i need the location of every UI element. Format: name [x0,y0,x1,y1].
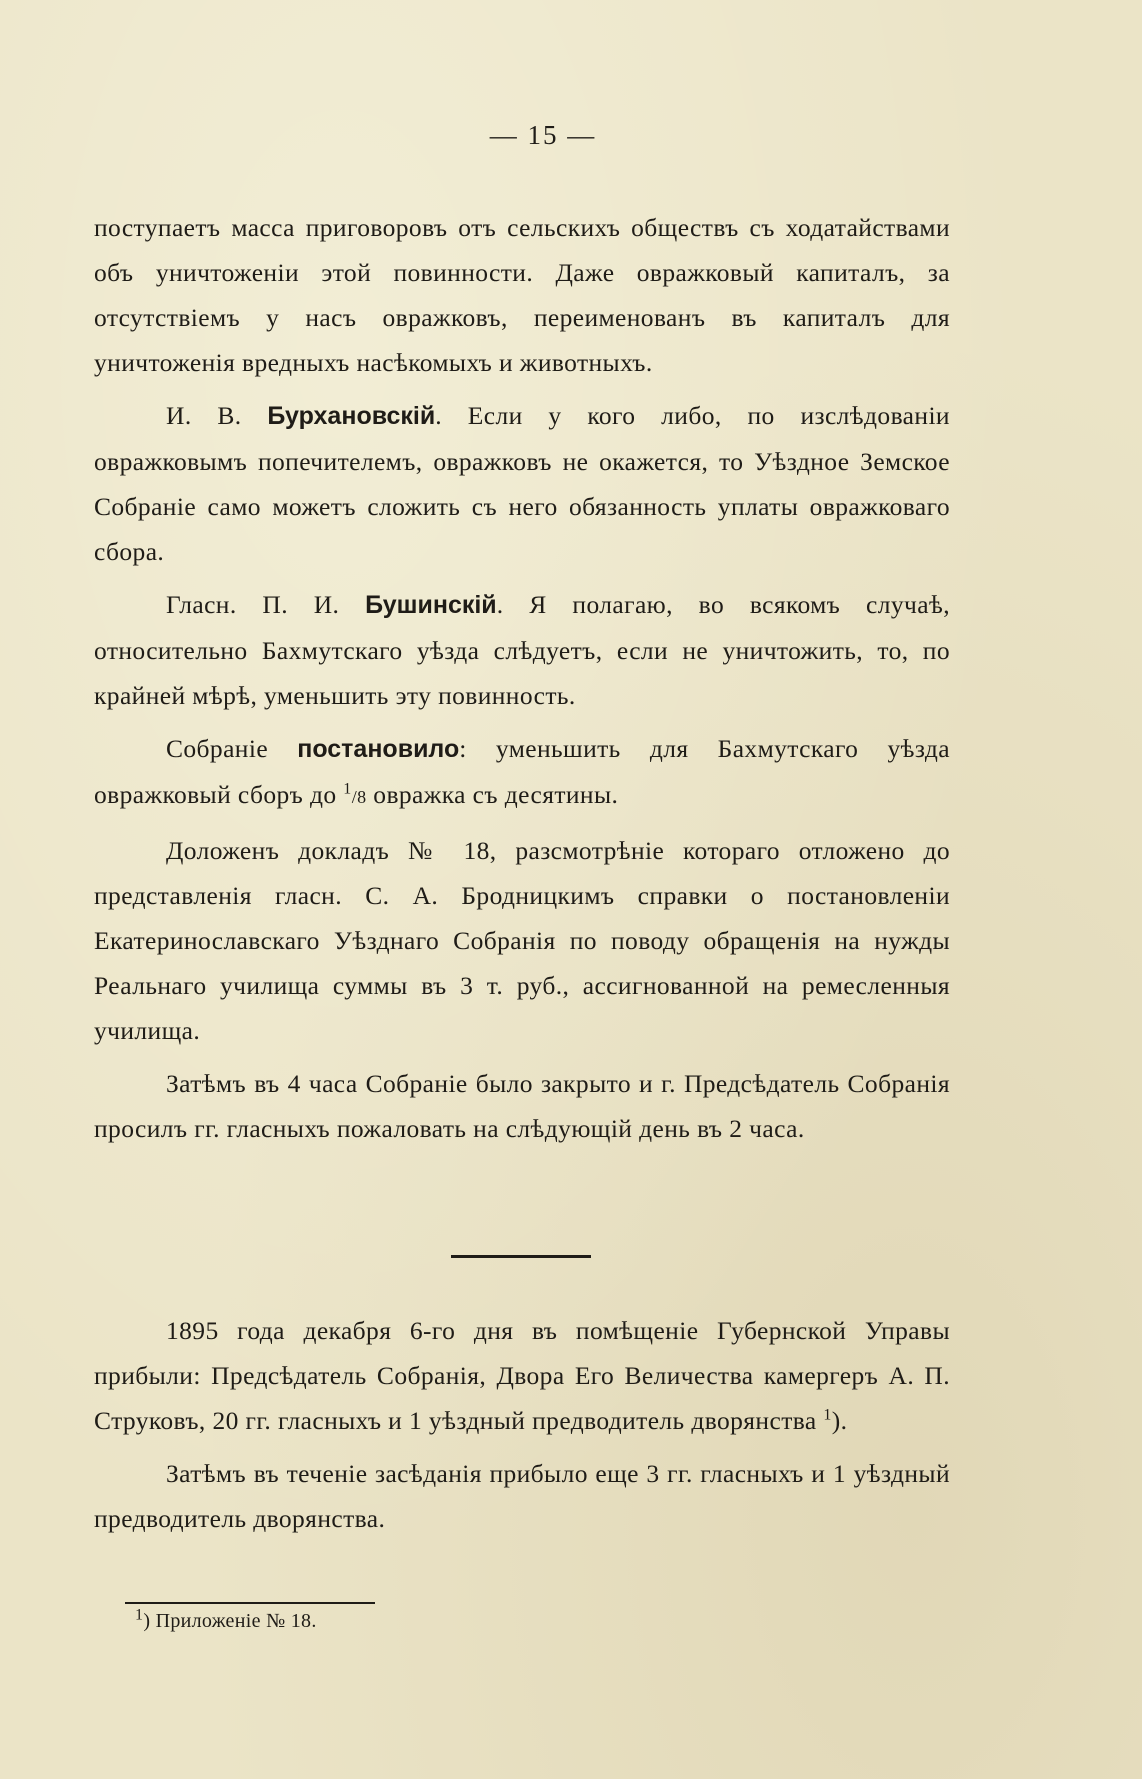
next-session-text: 1895 года декабря 6-го дня въ помѣщеніе Губернской Управы прибыли: Предсѣдатель Собранія, Двора Его Величества камергеръ А. П. Струковъ, 20 гг. гласныхъ и 1 уѣздный предводитель дворянства [94,1316,950,1435]
paragraph-bushinsky [94,582,950,718]
footnote-number: 1 [135,1606,144,1624]
paragraph-report: Доложенъ докладъ № 18, разсмотрѣніе котораго отложено до представленія гласн. С. А. Бродницкимъ справки о постановленіи Екатеринославскаго Уѣзднаго Собранія по поводу обращенія на нужды Реальнаго училища суммы въ 3 т. руб., ассигнованной на ремесленныя училища. [94,836,950,1045]
paragraph-continuation: поступаетъ масса приговоровъ отъ сельскихъ обществъ съ ходатайствами объ уничтоженіи этой повинности. Даже овражковый капиталъ, за отсутствіемъ у насъ овражковъ, переименованъ въ капиталъ для уничтоженія вредныхъ насѣкомыхъ и животныхъ. [94,213,950,377]
next-session-end: ). [831,1406,848,1435]
resolution-keyword: постановило [297,735,460,763]
footnote [135,1606,317,1633]
footnote-rule [125,1602,375,1604]
speaker-name: Бурхановскій [267,402,436,430]
speaker-initials: И. В. [166,401,242,430]
fraction-numerator: 1 [343,780,352,798]
footnote-text: ) Приложеніе № 18. [143,1610,317,1632]
paragraph-closing: Затѣмъ въ 4 часа Собраніе было закрыто и г. Предсѣдатель Собранія просилъ гг. гласныхъ пожаловать на слѣдующій день въ 2 часа. [94,1069,950,1143]
next-session-text-block [94,1308,950,1541]
paragraph-next-session [94,1308,950,1443]
paragraph-arrivals: Затѣмъ въ теченіе засѣданія прибыло еще 3 гг. гласныхъ и 1 уѣздный предводитель дворянства. [94,1459,950,1533]
paragraph-burkhanovsky [94,393,950,574]
speaker-name: Бушинскій [365,591,497,619]
speaker-initials: Гласн. П. И. [166,590,340,619]
fraction-denominator: /8 [351,787,367,807]
section-separator [451,1255,591,1258]
assembly-label: Собраніе [166,734,269,763]
resolution-text: : уменьшить для Бахмутскаго уѣзда овражковый сборъ до [94,734,950,809]
footnote-reference: 1 [823,1406,832,1424]
speech-text: . Если у кого либо, по изслѣдованіи овражковымъ попечителемъ, овражковъ не окажется, то Уѣздное Земское Собраніе само можетъ сложить съ него обязанность уплаты овражковаго сбора. [94,401,950,566]
session-text-block [94,205,950,1151]
paragraph-resolution [94,726,950,820]
page-number: — 15 — [489,120,597,150]
resolution-text-end: овражка съ десятины. [373,780,619,809]
speech-text: . Я полагаю, во всякомъ случаѣ, относительно Бахмутскаго уѣзда слѣдуетъ, если не уничтожить, то, по крайней мѣрѣ, уменьшить эту повинность. [94,590,950,710]
